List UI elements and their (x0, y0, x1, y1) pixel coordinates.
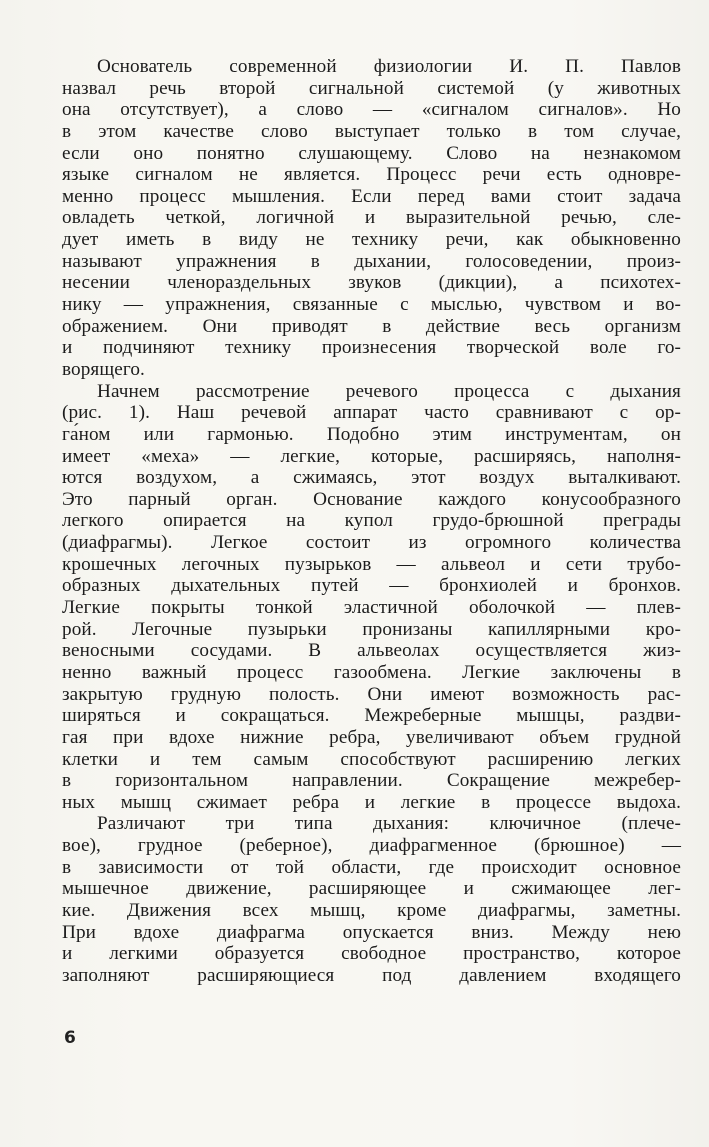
text-line: овладеть четкой, логичной и выразительной речью, сле- (62, 207, 681, 229)
text-line: Различают три типа дыхания: ключичное (плече- (97, 813, 681, 835)
text-line: и легкими образуется свободное пространство, которое (62, 943, 681, 965)
text-line: При вдохе диафрагма опускается вниз. Между нею (62, 921, 681, 943)
text-line: менно процесс мышления. Если перед вами стоит задача (62, 185, 681, 207)
text-line: языке сигналом не является. Процесс речи есть одновре- (62, 164, 681, 186)
text-line: (рис. 1). Наш речевой аппарат часто сравнивают с ор- (62, 402, 681, 424)
page-number: 6 (64, 1028, 76, 1048)
text-line: заполняют расширяющиеся под давлением входящего (62, 964, 681, 986)
text-line: крошечных легочных пузырьков — альвеол и сети трубо- (62, 553, 681, 575)
text-line: называют упражнения в дыхании, голосоведении, произ- (62, 250, 681, 272)
text-line: образных дыхательных путей — бронхиолей и бронхов. (62, 575, 681, 597)
text-line: несении членораздельных звуков (дикции), а психотех- (62, 272, 681, 294)
text-line: ображением. Они приводят в действие весь организм (62, 315, 681, 337)
text-line: и подчиняют технику произнесения творческой воле го- (62, 337, 681, 359)
text-line: мышечное движение, расширяющее и сжимающее лег- (62, 878, 681, 900)
text-line: Это парный орган. Основание каждого конусообразного (62, 488, 681, 510)
text-line: дует иметь в виду не технику речи, как обыкновенно (62, 229, 681, 251)
text-line: клетки и тем самым способствуют расширению легких (62, 748, 681, 770)
text-line: нику — упражнения, связанные с мыслью, чувством и во- (62, 294, 681, 316)
text-line: в зависимости от той области, где происходит основное (62, 856, 681, 878)
text-line: назвал речь второй сигнальной системой (у животных (62, 77, 681, 99)
text-line: Начнем рассмотрение речевого процесса с дыхания (97, 380, 681, 402)
text-line: ются воздухом, а сжимаясь, этот воздух выталкивают. (62, 467, 681, 489)
text-line: ширяться и сокращаться. Межреберные мышцы, раздви- (62, 705, 681, 727)
text-line: легкого опирается на купол грудо-брюшной преграды (62, 510, 681, 532)
text-line: веносными сосудами. В альвеолах осуществляется жиз- (62, 640, 681, 662)
text-line: вое), грудное (реберное), диафрагменное (брюшное) — (62, 835, 681, 857)
text-line: Основатель современной физиологии И. П. Павлов (97, 56, 681, 77)
text-line: она отсутствует), а слово — «сигналом сигналов». Но (62, 99, 681, 121)
text-line: закрытую грудную полость. Они имеют возможность рас- (62, 683, 681, 705)
text-line: Легкие покрыты тонкой эластичной оболочкой — плев- (62, 597, 681, 619)
text-line: в горизонтальном направлении. Сокращение межребер- (62, 770, 681, 792)
text-line: если оно понятно слушающему. Слово на незнакомом (62, 142, 681, 164)
text-line: имеет «меха» — легкие, которые, расширяясь, наполня- (62, 445, 681, 467)
text-line: рой. Легочные пузырьки пронизаны капиллярными кро- (62, 618, 681, 640)
text-line: ненно важный процесс газообмена. Легкие заключены в (62, 661, 681, 683)
text-line: ных мышц сжимает ребра и легкие в процессе выдоха. (62, 791, 681, 813)
text-line: га́ном или гармонью. Подобно этим инструментам, он (62, 423, 681, 445)
text-line: в этом качестве слово выступает только в том случае, (62, 120, 681, 142)
text-line: ворящего. (62, 358, 145, 380)
text-line: кие. Движения всех мышц, кроме диафрагмы, заметны. (62, 899, 681, 921)
body-text (62, 56, 681, 987)
text-line: (диафрагмы). Легкое состоит из огромного количества (62, 532, 681, 554)
text-line: гая при вдохе нижние ребра, увеличивают объем грудной (62, 726, 681, 748)
